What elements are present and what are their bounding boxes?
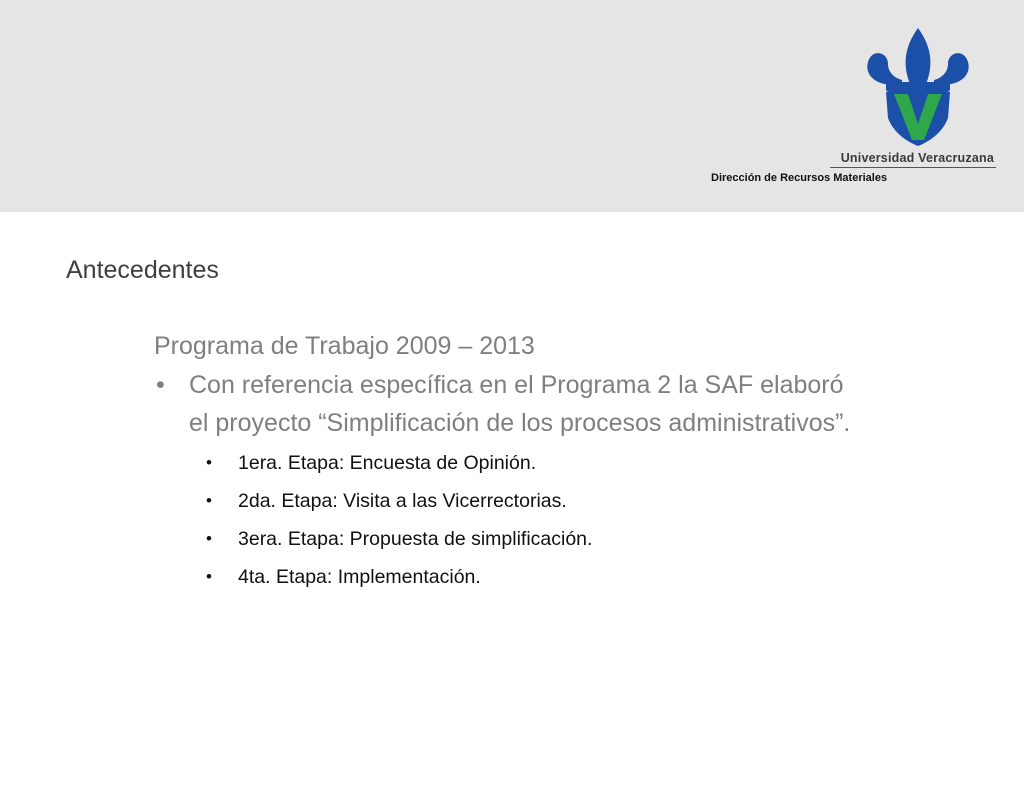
list-item	[206, 564, 854, 590]
stage-list	[206, 450, 854, 590]
university-name: Universidad Veracruzana	[840, 151, 994, 165]
list-item	[206, 488, 854, 514]
fleur-de-lis-v-logo	[862, 26, 974, 150]
stage-text: 4ta. Etapa: Implementación.	[238, 566, 481, 588]
bullet-marker: •	[206, 491, 212, 510]
department-name: Dirección de Recursos Materiales	[711, 172, 888, 184]
header-band	[0, 0, 1024, 212]
bullet-marker: •	[206, 567, 212, 586]
slide-title: Antecedentes	[66, 256, 219, 284]
main-bullet	[154, 366, 854, 442]
stage-text: 3era. Etapa: Propuesta de simplificación.	[238, 528, 593, 550]
stage-text: 2da. Etapa: Visita a las Vicerrectorias.	[238, 490, 567, 512]
stage-text: 1era. Etapa: Encuesta de Opinión.	[238, 452, 537, 474]
list-item	[206, 526, 854, 552]
program-subtitle: Programa de Trabajo 2009 – 2013	[154, 332, 535, 360]
list-item	[206, 450, 854, 476]
bullet-marker: •	[206, 453, 212, 472]
bullet-marker: •	[156, 371, 165, 399]
divider	[830, 167, 996, 168]
slide-body	[154, 328, 854, 602]
bullet-marker: •	[206, 529, 212, 548]
main-bullet-text: Con referencia específica en el Programa 2 la SAF elaboró el proyecto “Simplificación de los procesos administrativos”.	[189, 371, 851, 437]
